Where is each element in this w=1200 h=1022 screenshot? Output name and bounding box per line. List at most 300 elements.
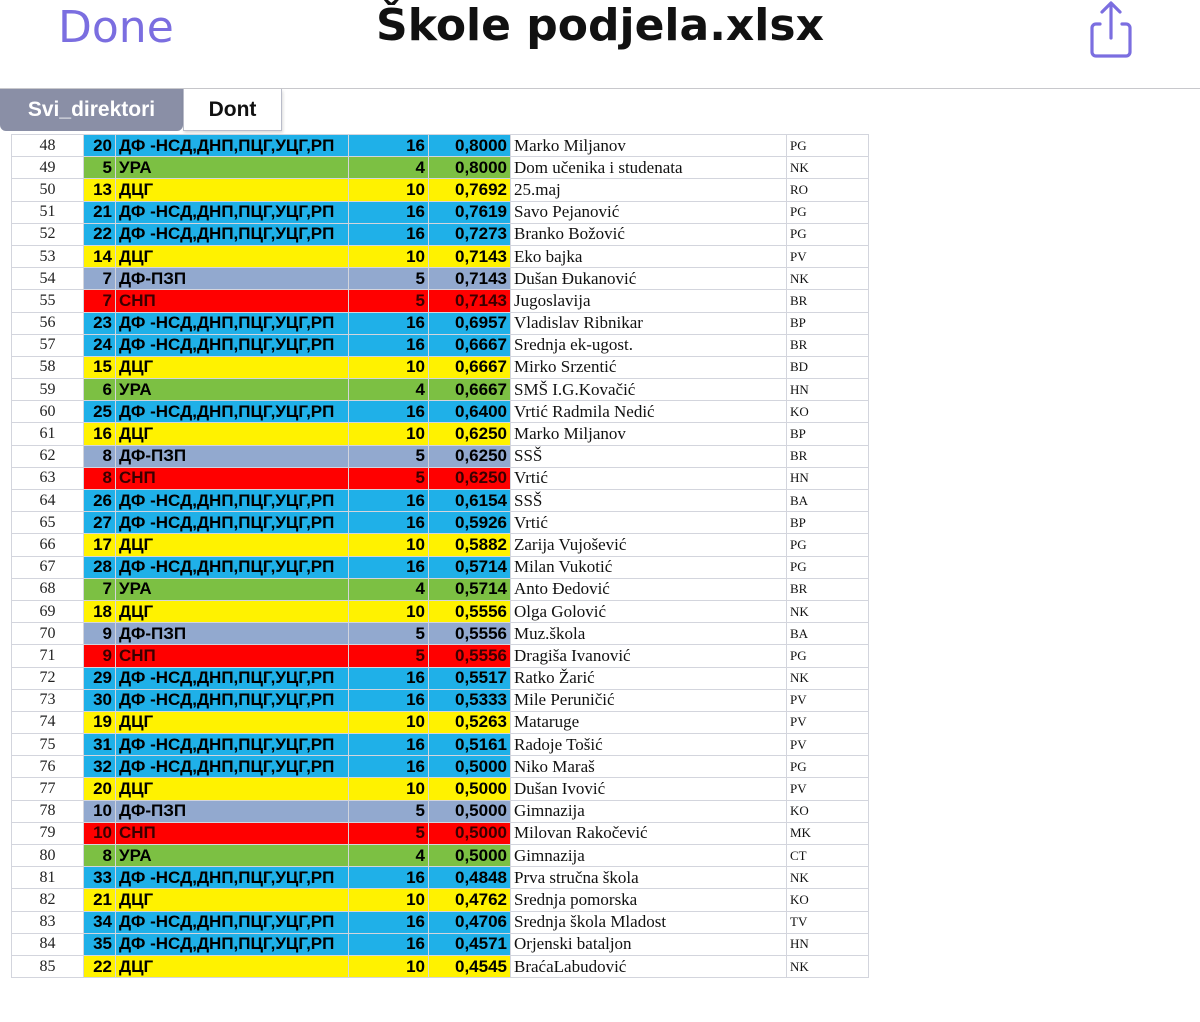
- row-number[interactable]: 75: [12, 734, 84, 756]
- seats-cell[interactable]: 5: [349, 445, 429, 467]
- row-number[interactable]: 48: [12, 135, 84, 157]
- table-row[interactable]: [12, 312, 869, 334]
- municipality-code-cell[interactable]: MK: [787, 822, 869, 844]
- municipality-code-cell[interactable]: CT: [787, 845, 869, 867]
- party-index-cell[interactable]: 21: [84, 201, 116, 223]
- school-name-cell[interactable]: Vrtić Radmila Nedić: [511, 401, 787, 423]
- party-index-cell[interactable]: 7: [84, 268, 116, 290]
- seats-cell[interactable]: 10: [349, 889, 429, 911]
- seats-cell[interactable]: 10: [349, 245, 429, 267]
- seats-cell[interactable]: 10: [349, 534, 429, 556]
- table-row[interactable]: [12, 356, 869, 378]
- ratio-cell[interactable]: 0,5000: [429, 822, 511, 844]
- party-index-cell[interactable]: 22: [84, 955, 116, 977]
- row-number[interactable]: 73: [12, 689, 84, 711]
- party-name-cell[interactable]: УРА: [116, 157, 349, 179]
- party-name-cell[interactable]: ДФ -НСД,ДНП,ПЦГ,УЦГ,РП: [116, 911, 349, 933]
- party-index-cell[interactable]: 20: [84, 778, 116, 800]
- ratio-cell[interactable]: 0,5556: [429, 600, 511, 622]
- ratio-cell[interactable]: 0,6154: [429, 490, 511, 512]
- row-number[interactable]: 80: [12, 845, 84, 867]
- party-name-cell[interactable]: СНП: [116, 822, 349, 844]
- school-name-cell[interactable]: Dragiša Ivanović: [511, 645, 787, 667]
- party-name-cell[interactable]: ДЦГ: [116, 179, 349, 201]
- school-name-cell[interactable]: Vrtić: [511, 512, 787, 534]
- municipality-code-cell[interactable]: BR: [787, 445, 869, 467]
- party-name-cell[interactable]: ДФ -НСД,ДНП,ПЦГ,УЦГ,РП: [116, 734, 349, 756]
- row-number[interactable]: 56: [12, 312, 84, 334]
- party-index-cell[interactable]: 15: [84, 356, 116, 378]
- seats-cell[interactable]: 16: [349, 201, 429, 223]
- table-row[interactable]: [12, 512, 869, 534]
- school-name-cell[interactable]: SSŠ: [511, 445, 787, 467]
- ratio-cell[interactable]: 0,7273: [429, 223, 511, 245]
- row-number[interactable]: 70: [12, 623, 84, 645]
- school-name-cell[interactable]: Mataruge: [511, 711, 787, 733]
- spreadsheet-grid[interactable]: [11, 134, 868, 978]
- party-index-cell[interactable]: 32: [84, 756, 116, 778]
- party-index-cell[interactable]: 5: [84, 157, 116, 179]
- ratio-cell[interactable]: 0,4848: [429, 867, 511, 889]
- row-number[interactable]: 59: [12, 379, 84, 401]
- school-name-cell[interactable]: Eko bajka: [511, 245, 787, 267]
- party-index-cell[interactable]: 8: [84, 467, 116, 489]
- party-name-cell[interactable]: УРА: [116, 379, 349, 401]
- row-number[interactable]: 74: [12, 711, 84, 733]
- seats-cell[interactable]: 5: [349, 800, 429, 822]
- tab-dont[interactable]: Dont: [183, 89, 282, 131]
- row-number[interactable]: 69: [12, 600, 84, 622]
- party-index-cell[interactable]: 18: [84, 600, 116, 622]
- ratio-cell[interactable]: 0,6250: [429, 423, 511, 445]
- row-number[interactable]: 53: [12, 245, 84, 267]
- school-name-cell[interactable]: Srednja ek-ugost.: [511, 334, 787, 356]
- ratio-cell[interactable]: 0,5926: [429, 512, 511, 534]
- party-index-cell[interactable]: 13: [84, 179, 116, 201]
- municipality-code-cell[interactable]: BD: [787, 356, 869, 378]
- school-name-cell[interactable]: Muz.škola: [511, 623, 787, 645]
- school-name-cell[interactable]: Vrtić: [511, 467, 787, 489]
- ratio-cell[interactable]: 0,4706: [429, 911, 511, 933]
- party-name-cell[interactable]: ДЦГ: [116, 534, 349, 556]
- table-row[interactable]: [12, 778, 869, 800]
- ratio-cell[interactable]: 0,5161: [429, 734, 511, 756]
- municipality-code-cell[interactable]: BP: [787, 512, 869, 534]
- party-index-cell[interactable]: 31: [84, 734, 116, 756]
- municipality-code-cell[interactable]: PV: [787, 711, 869, 733]
- school-name-cell[interactable]: SSŠ: [511, 490, 787, 512]
- ratio-cell[interactable]: 0,5714: [429, 556, 511, 578]
- municipality-code-cell[interactable]: PG: [787, 645, 869, 667]
- party-name-cell[interactable]: ДФ -НСД,ДНП,ПЦГ,УЦГ,РП: [116, 312, 349, 334]
- school-name-cell[interactable]: Prva stručna škola: [511, 867, 787, 889]
- table-row[interactable]: [12, 756, 869, 778]
- school-name-cell[interactable]: Branko Božović: [511, 223, 787, 245]
- party-name-cell[interactable]: ДФ -НСД,ДНП,ПЦГ,УЦГ,РП: [116, 401, 349, 423]
- row-number[interactable]: 84: [12, 933, 84, 955]
- seats-cell[interactable]: 10: [349, 600, 429, 622]
- ratio-cell[interactable]: 0,6957: [429, 312, 511, 334]
- table-row[interactable]: [12, 623, 869, 645]
- municipality-code-cell[interactable]: NK: [787, 667, 869, 689]
- party-name-cell[interactable]: ДФ -НСД,ДНП,ПЦГ,УЦГ,РП: [116, 201, 349, 223]
- table-row[interactable]: [12, 157, 869, 179]
- party-index-cell[interactable]: 23: [84, 312, 116, 334]
- table-row[interactable]: [12, 867, 869, 889]
- row-number[interactable]: 68: [12, 578, 84, 600]
- municipality-code-cell[interactable]: PG: [787, 756, 869, 778]
- school-name-cell[interactable]: Anto Đedović: [511, 578, 787, 600]
- party-index-cell[interactable]: 35: [84, 933, 116, 955]
- party-name-cell[interactable]: ДЦГ: [116, 600, 349, 622]
- ratio-cell[interactable]: 0,7143: [429, 290, 511, 312]
- party-index-cell[interactable]: 9: [84, 623, 116, 645]
- party-name-cell[interactable]: ДФ -НСД,ДНП,ПЦГ,УЦГ,РП: [116, 223, 349, 245]
- school-name-cell[interactable]: Gimnazija: [511, 800, 787, 822]
- table-row[interactable]: [12, 645, 869, 667]
- ratio-cell[interactable]: 0,5000: [429, 756, 511, 778]
- party-index-cell[interactable]: 10: [84, 822, 116, 844]
- municipality-code-cell[interactable]: KO: [787, 401, 869, 423]
- row-number[interactable]: 51: [12, 201, 84, 223]
- row-number[interactable]: 62: [12, 445, 84, 467]
- party-name-cell[interactable]: УРА: [116, 578, 349, 600]
- party-name-cell[interactable]: ДФ -НСД,ДНП,ПЦГ,УЦГ,РП: [116, 933, 349, 955]
- party-name-cell[interactable]: ДФ-ПЗП: [116, 268, 349, 290]
- party-index-cell[interactable]: 19: [84, 711, 116, 733]
- ratio-cell[interactable]: 0,6667: [429, 334, 511, 356]
- party-name-cell[interactable]: ДФ-ПЗП: [116, 800, 349, 822]
- ratio-cell[interactable]: 0,8000: [429, 157, 511, 179]
- ratio-cell[interactable]: 0,6250: [429, 445, 511, 467]
- municipality-code-cell[interactable]: RO: [787, 179, 869, 201]
- municipality-code-cell[interactable]: PV: [787, 734, 869, 756]
- table-row[interactable]: [12, 689, 869, 711]
- school-name-cell[interactable]: Srednja škola Mladost: [511, 911, 787, 933]
- seats-cell[interactable]: 16: [349, 734, 429, 756]
- party-index-cell[interactable]: 10: [84, 800, 116, 822]
- table-row[interactable]: [12, 290, 869, 312]
- row-number[interactable]: 66: [12, 534, 84, 556]
- school-name-cell[interactable]: 25.maj: [511, 179, 787, 201]
- party-name-cell[interactable]: ДФ-ПЗП: [116, 445, 349, 467]
- table-row[interactable]: [12, 467, 869, 489]
- party-index-cell[interactable]: 14: [84, 245, 116, 267]
- seats-cell[interactable]: 16: [349, 756, 429, 778]
- ratio-cell[interactable]: 0,5882: [429, 534, 511, 556]
- row-number[interactable]: 67: [12, 556, 84, 578]
- school-name-cell[interactable]: Milovan Rakočević: [511, 822, 787, 844]
- party-name-cell[interactable]: ДЦГ: [116, 955, 349, 977]
- row-number[interactable]: 78: [12, 800, 84, 822]
- table-row[interactable]: [12, 268, 869, 290]
- row-number[interactable]: 81: [12, 867, 84, 889]
- row-number[interactable]: 57: [12, 334, 84, 356]
- party-name-cell[interactable]: ДФ -НСД,ДНП,ПЦГ,УЦГ,РП: [116, 667, 349, 689]
- table-row[interactable]: [12, 423, 869, 445]
- table-row[interactable]: [12, 734, 869, 756]
- table-row[interactable]: [12, 490, 869, 512]
- ratio-cell[interactable]: 0,4571: [429, 933, 511, 955]
- school-name-cell[interactable]: Ratko Žarić: [511, 667, 787, 689]
- seats-cell[interactable]: 5: [349, 822, 429, 844]
- party-name-cell[interactable]: ДФ -НСД,ДНП,ПЦГ,УЦГ,РП: [116, 490, 349, 512]
- party-name-cell[interactable]: ДЦГ: [116, 245, 349, 267]
- seats-cell[interactable]: 16: [349, 667, 429, 689]
- seats-cell[interactable]: 16: [349, 556, 429, 578]
- table-row[interactable]: [12, 667, 869, 689]
- row-number[interactable]: 71: [12, 645, 84, 667]
- row-number[interactable]: 83: [12, 911, 84, 933]
- seats-cell[interactable]: 5: [349, 623, 429, 645]
- party-name-cell[interactable]: ДЦГ: [116, 889, 349, 911]
- seats-cell[interactable]: 10: [349, 711, 429, 733]
- seats-cell[interactable]: 16: [349, 689, 429, 711]
- municipality-code-cell[interactable]: PV: [787, 778, 869, 800]
- table-row[interactable]: [12, 556, 869, 578]
- seats-cell[interactable]: 5: [349, 645, 429, 667]
- seats-cell[interactable]: 16: [349, 135, 429, 157]
- ratio-cell[interactable]: 0,5263: [429, 711, 511, 733]
- table-row[interactable]: [12, 201, 869, 223]
- table-row[interactable]: [12, 711, 869, 733]
- party-index-cell[interactable]: 9: [84, 645, 116, 667]
- party-name-cell[interactable]: ДФ -НСД,ДНП,ПЦГ,УЦГ,РП: [116, 135, 349, 157]
- party-index-cell[interactable]: 7: [84, 578, 116, 600]
- ratio-cell[interactable]: 0,5000: [429, 778, 511, 800]
- table-row[interactable]: [12, 401, 869, 423]
- party-index-cell[interactable]: 7: [84, 290, 116, 312]
- done-button[interactable]: Done: [58, 2, 174, 53]
- party-index-cell[interactable]: 34: [84, 911, 116, 933]
- share-button[interactable]: [1080, 0, 1142, 62]
- party-index-cell[interactable]: 8: [84, 445, 116, 467]
- party-index-cell[interactable]: 17: [84, 534, 116, 556]
- school-name-cell[interactable]: Dušan Đukanović: [511, 268, 787, 290]
- ratio-cell[interactable]: 0,4545: [429, 955, 511, 977]
- row-number[interactable]: 82: [12, 889, 84, 911]
- ratio-cell[interactable]: 0,5000: [429, 800, 511, 822]
- table-row[interactable]: [12, 889, 869, 911]
- table-row[interactable]: [12, 911, 869, 933]
- table-row[interactable]: [12, 223, 869, 245]
- municipality-code-cell[interactable]: HN: [787, 467, 869, 489]
- ratio-cell[interactable]: 0,7619: [429, 201, 511, 223]
- table-row[interactable]: [12, 800, 869, 822]
- party-name-cell[interactable]: ДФ -НСД,ДНП,ПЦГ,УЦГ,РП: [116, 756, 349, 778]
- school-name-cell[interactable]: Marko Miljanov: [511, 423, 787, 445]
- school-name-cell[interactable]: Dom učenika i studenata: [511, 157, 787, 179]
- municipality-code-cell[interactable]: NK: [787, 268, 869, 290]
- party-index-cell[interactable]: 25: [84, 401, 116, 423]
- school-name-cell[interactable]: Srednja pomorska: [511, 889, 787, 911]
- municipality-code-cell[interactable]: KO: [787, 889, 869, 911]
- row-number[interactable]: 55: [12, 290, 84, 312]
- table-row[interactable]: [12, 933, 869, 955]
- seats-cell[interactable]: 16: [349, 933, 429, 955]
- seats-cell[interactable]: 16: [349, 223, 429, 245]
- municipality-code-cell[interactable]: HN: [787, 379, 869, 401]
- seats-cell[interactable]: 16: [349, 401, 429, 423]
- municipality-code-cell[interactable]: PG: [787, 556, 869, 578]
- seats-cell[interactable]: 4: [349, 845, 429, 867]
- ratio-cell[interactable]: 0,7692: [429, 179, 511, 201]
- school-name-cell[interactable]: Radoje Tošić: [511, 734, 787, 756]
- municipality-code-cell[interactable]: KO: [787, 800, 869, 822]
- ratio-cell[interactable]: 0,5333: [429, 689, 511, 711]
- row-number[interactable]: 79: [12, 822, 84, 844]
- school-name-cell[interactable]: Mirko Srzentić: [511, 356, 787, 378]
- table-row[interactable]: [12, 334, 869, 356]
- seats-cell[interactable]: 4: [349, 578, 429, 600]
- municipality-code-cell[interactable]: TV: [787, 911, 869, 933]
- party-index-cell[interactable]: 33: [84, 867, 116, 889]
- row-number[interactable]: 64: [12, 490, 84, 512]
- school-name-cell[interactable]: Jugoslavija: [511, 290, 787, 312]
- party-name-cell[interactable]: ДФ-ПЗП: [116, 623, 349, 645]
- municipality-code-cell[interactable]: NK: [787, 867, 869, 889]
- party-index-cell[interactable]: 6: [84, 379, 116, 401]
- ratio-cell[interactable]: 0,4762: [429, 889, 511, 911]
- row-number[interactable]: 72: [12, 667, 84, 689]
- municipality-code-cell[interactable]: BA: [787, 623, 869, 645]
- seats-cell[interactable]: 4: [349, 157, 429, 179]
- ratio-cell[interactable]: 0,5000: [429, 845, 511, 867]
- row-number[interactable]: 77: [12, 778, 84, 800]
- party-index-cell[interactable]: 26: [84, 490, 116, 512]
- municipality-code-cell[interactable]: PG: [787, 534, 869, 556]
- school-name-cell[interactable]: SMŠ I.G.Kovačić: [511, 379, 787, 401]
- seats-cell[interactable]: 4: [349, 379, 429, 401]
- municipality-code-cell[interactable]: PV: [787, 245, 869, 267]
- seats-cell[interactable]: 16: [349, 512, 429, 534]
- row-number[interactable]: 52: [12, 223, 84, 245]
- municipality-code-cell[interactable]: NK: [787, 600, 869, 622]
- ratio-cell[interactable]: 0,6400: [429, 401, 511, 423]
- ratio-cell[interactable]: 0,7143: [429, 245, 511, 267]
- party-index-cell[interactable]: 20: [84, 135, 116, 157]
- school-name-cell[interactable]: Marko Miljanov: [511, 135, 787, 157]
- seats-cell[interactable]: 16: [349, 867, 429, 889]
- row-number[interactable]: 60: [12, 401, 84, 423]
- seats-cell[interactable]: 10: [349, 955, 429, 977]
- seats-cell[interactable]: 5: [349, 290, 429, 312]
- party-name-cell[interactable]: ДЦГ: [116, 711, 349, 733]
- party-index-cell[interactable]: 16: [84, 423, 116, 445]
- table-row[interactable]: [12, 245, 869, 267]
- party-index-cell[interactable]: 30: [84, 689, 116, 711]
- party-index-cell[interactable]: 29: [84, 667, 116, 689]
- party-name-cell[interactable]: ДФ -НСД,ДНП,ПЦГ,УЦГ,РП: [116, 689, 349, 711]
- municipality-code-cell[interactable]: PV: [787, 689, 869, 711]
- seats-cell[interactable]: 5: [349, 467, 429, 489]
- party-index-cell[interactable]: 21: [84, 889, 116, 911]
- seats-cell[interactable]: 10: [349, 356, 429, 378]
- ratio-cell[interactable]: 0,8000: [429, 135, 511, 157]
- ratio-cell[interactable]: 0,5556: [429, 623, 511, 645]
- municipality-code-cell[interactable]: BP: [787, 423, 869, 445]
- municipality-code-cell[interactable]: NK: [787, 955, 869, 977]
- table-row[interactable]: [12, 179, 869, 201]
- tab-svi-direktori[interactable]: Svi_direktori: [0, 89, 183, 131]
- ratio-cell[interactable]: 0,5714: [429, 578, 511, 600]
- party-name-cell[interactable]: СНП: [116, 467, 349, 489]
- school-name-cell[interactable]: BraćaLabudović: [511, 955, 787, 977]
- row-number[interactable]: 85: [12, 955, 84, 977]
- table-row[interactable]: [12, 379, 869, 401]
- party-index-cell[interactable]: 24: [84, 334, 116, 356]
- party-name-cell[interactable]: ДЦГ: [116, 356, 349, 378]
- party-index-cell[interactable]: 8: [84, 845, 116, 867]
- ratio-cell[interactable]: 0,6250: [429, 467, 511, 489]
- party-name-cell[interactable]: УРА: [116, 845, 349, 867]
- school-name-cell[interactable]: Olga Golović: [511, 600, 787, 622]
- table-row[interactable]: [12, 445, 869, 467]
- party-name-cell[interactable]: ДФ -НСД,ДНП,ПЦГ,УЦГ,РП: [116, 556, 349, 578]
- school-name-cell[interactable]: Dušan Ivović: [511, 778, 787, 800]
- school-name-cell[interactable]: Mile Peruničić: [511, 689, 787, 711]
- party-name-cell[interactable]: СНП: [116, 290, 349, 312]
- table-row[interactable]: [12, 845, 869, 867]
- table-row[interactable]: [12, 600, 869, 622]
- ratio-cell[interactable]: 0,7143: [429, 268, 511, 290]
- municipality-code-cell[interactable]: PG: [787, 135, 869, 157]
- seats-cell[interactable]: 16: [349, 911, 429, 933]
- row-number[interactable]: 63: [12, 467, 84, 489]
- row-number[interactable]: 50: [12, 179, 84, 201]
- party-name-cell[interactable]: ДЦГ: [116, 778, 349, 800]
- seats-cell[interactable]: 10: [349, 423, 429, 445]
- school-name-cell[interactable]: Gimnazija: [511, 845, 787, 867]
- seats-cell[interactable]: 16: [349, 312, 429, 334]
- municipality-code-cell[interactable]: BA: [787, 490, 869, 512]
- party-index-cell[interactable]: 27: [84, 512, 116, 534]
- party-name-cell[interactable]: ДЦГ: [116, 423, 349, 445]
- row-number[interactable]: 61: [12, 423, 84, 445]
- table-row[interactable]: [12, 534, 869, 556]
- row-number[interactable]: 54: [12, 268, 84, 290]
- ratio-cell[interactable]: 0,6667: [429, 356, 511, 378]
- party-index-cell[interactable]: 28: [84, 556, 116, 578]
- school-name-cell[interactable]: Vladislav Ribnikar: [511, 312, 787, 334]
- municipality-code-cell[interactable]: NK: [787, 157, 869, 179]
- municipality-code-cell[interactable]: BR: [787, 578, 869, 600]
- table-row[interactable]: [12, 578, 869, 600]
- party-name-cell[interactable]: ДФ -НСД,ДНП,ПЦГ,УЦГ,РП: [116, 334, 349, 356]
- seats-cell[interactable]: 16: [349, 490, 429, 512]
- municipality-code-cell[interactable]: PG: [787, 223, 869, 245]
- municipality-code-cell[interactable]: BP: [787, 312, 869, 334]
- row-number[interactable]: 76: [12, 756, 84, 778]
- ratio-cell[interactable]: 0,5556: [429, 645, 511, 667]
- ratio-cell[interactable]: 0,6667: [429, 379, 511, 401]
- municipality-code-cell[interactable]: PG: [787, 201, 869, 223]
- school-name-cell[interactable]: Milan Vukotić: [511, 556, 787, 578]
- party-name-cell[interactable]: ДФ -НСД,ДНП,ПЦГ,УЦГ,РП: [116, 512, 349, 534]
- seats-cell[interactable]: 10: [349, 778, 429, 800]
- municipality-code-cell[interactable]: HN: [787, 933, 869, 955]
- municipality-code-cell[interactable]: BR: [787, 334, 869, 356]
- seats-cell[interactable]: 10: [349, 179, 429, 201]
- row-number[interactable]: 58: [12, 356, 84, 378]
- party-name-cell[interactable]: ДФ -НСД,ДНП,ПЦГ,УЦГ,РП: [116, 867, 349, 889]
- table-row[interactable]: [12, 135, 869, 157]
- party-index-cell[interactable]: 22: [84, 223, 116, 245]
- seats-cell[interactable]: 16: [349, 334, 429, 356]
- school-name-cell[interactable]: Niko Maraš: [511, 756, 787, 778]
- school-name-cell[interactable]: Zarija Vujošević: [511, 534, 787, 556]
- party-name-cell[interactable]: СНП: [116, 645, 349, 667]
